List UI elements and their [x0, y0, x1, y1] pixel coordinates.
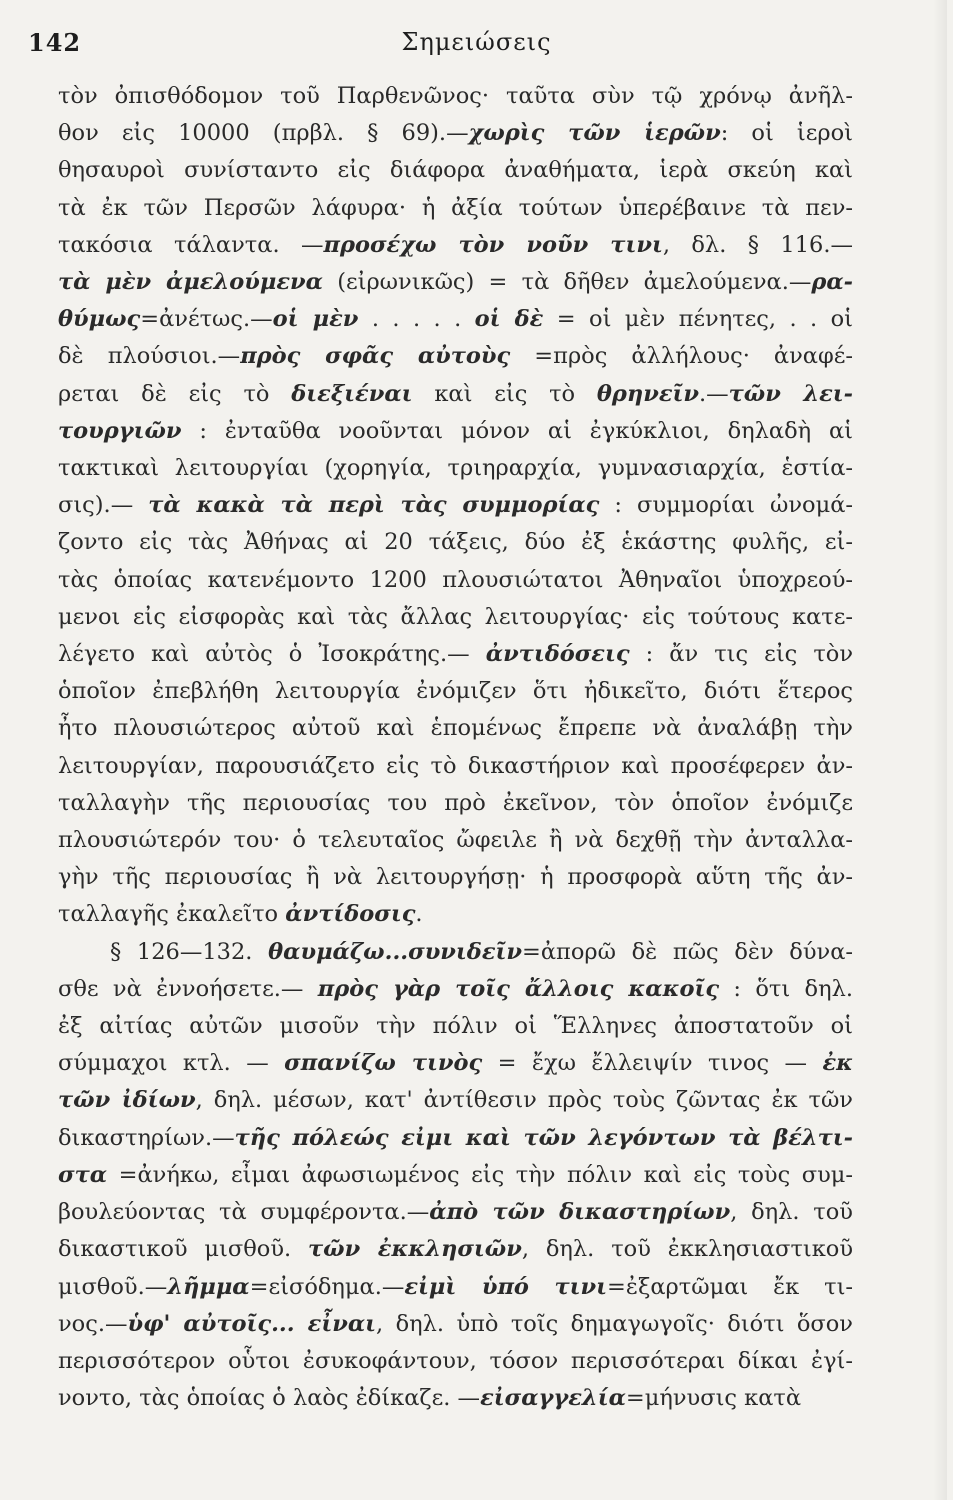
lemma-term: τῶν λει-: [728, 380, 853, 407]
gloss-text: δὲ πλούσιοι.—: [58, 343, 241, 370]
text-line: [58, 562, 853, 599]
text-line: [58, 152, 853, 189]
lemma-term: ἐκ: [822, 1050, 853, 1077]
lemma-term: οἱ μὲν: [272, 306, 359, 333]
lemma-term: εἰσαγγελία: [480, 1385, 626, 1412]
text-line: [58, 859, 853, 896]
gloss-text: : ἄν τις εἰς τὸν: [629, 641, 853, 668]
text-line: [58, 971, 853, 1008]
gloss-text: =μήνυσις κατὰ: [625, 1385, 802, 1412]
gloss-text: πλουσιώτερόν του· ὁ τελευταῖος ὤφειλε ἢ νὰ δεχθῇ τὴν ἀνταλλα-: [58, 827, 853, 854]
gloss-text: , δηλ. μέσων, κατ' ἀντίθεσιν πρὸς τοὺς ζῶντας ἐκ τῶν: [195, 1087, 853, 1114]
gloss-text: = ἔχω ἔλλειψίν τινος —: [482, 1050, 823, 1077]
lemma-term: ρα-: [811, 269, 853, 296]
gloss-text: δικαστηρίων.—: [58, 1124, 235, 1151]
gloss-text: βουλεύοντας τὰ συμφέροντα.—: [58, 1199, 430, 1226]
text-line: [58, 636, 853, 673]
text-line: [58, 1120, 853, 1157]
text-line: [58, 896, 853, 933]
gloss-text: νος.—: [58, 1310, 128, 1337]
page-edge-shadow: [933, 0, 947, 1500]
gloss-text: σύμμαχοι κτλ. —: [58, 1050, 285, 1077]
lemma-term: πρὸς σφᾶς αὐτοὺς: [240, 343, 511, 370]
gloss-text: γὴν τῆς περιουσίας ἢ νὰ λειτουργήσῃ· ἡ προσφορὰ αὕτη τῆς ἀν-: [58, 864, 853, 891]
text-line: [58, 413, 853, 450]
gloss-text: μισθοῦ.—: [58, 1273, 168, 1300]
text-line: [58, 450, 853, 487]
lemma-term: ἀντιδόσεις: [485, 641, 630, 668]
gloss-text: =ἀπορῶ δὲ πῶς δὲν δύνα-: [522, 938, 853, 965]
gloss-text: : συμμορίαι ὠνομά-: [599, 492, 853, 519]
gloss-text: σθε νὰ ἐννοήσετε.—: [58, 975, 318, 1002]
text-line: [58, 1008, 853, 1045]
gloss-text: μενοι εἰς εἰσφορὰς καὶ τὰς ἄλλας λειτουργίας· εἰς τούτους κατε-: [58, 603, 853, 630]
gloss-text: τὰς ὁποίας κατενέμοντο 1200 πλουσιώτατοι Ἀθηναῖοι ὑποχρεού-: [58, 566, 853, 593]
text-line: [58, 338, 853, 375]
page-number: 142: [28, 28, 82, 57]
lemma-term: λῆμμα: [167, 1273, 250, 1300]
lemma-term: ὑφ' αὐτοῖς... εἶναι: [127, 1310, 377, 1337]
gloss-text: τὸν ὀπισθόδομον τοῦ Παρθενῶνος· ταῦτα σὺν τῷ χρόνῳ ἀνῆλ-: [58, 83, 853, 109]
lemma-term: διεξιέναι: [291, 380, 413, 407]
text-line: [58, 1269, 853, 1306]
gloss-text: νοντο, τὰς ὁποίας ὁ λαὸς ἐδίκαζε. —: [58, 1385, 481, 1412]
text-line: [58, 1157, 853, 1194]
gloss-text: καὶ εἰς τὸ: [412, 380, 597, 407]
gloss-text: , δηλ. τοῦ ἐκκλησιαστικοῦ: [521, 1236, 853, 1263]
text-line: [58, 822, 853, 859]
gloss-text: δικαστικοῦ μισθοῦ.: [58, 1236, 309, 1263]
gloss-text: : ἐνταῦθα νοοῦνται μόνον αἱ ἐγκύκλιοι, δηλαδὴ αἱ: [181, 417, 853, 444]
gloss-text: ταλλαγῆς ἐκαλεῖτο: [58, 901, 286, 928]
lemma-term: τουργιῶν: [58, 417, 182, 444]
lemma-term: εἰμὶ ὑπό τινι: [404, 1273, 608, 1300]
text-line: [58, 227, 853, 264]
text-line: [58, 190, 853, 227]
gloss-text: τὰ ἐκ τῶν Περσῶν λάφυρα· ἡ ἀξία τούτων ὑπερέβαινε τὰ πεν-: [58, 194, 853, 221]
lemma-term: προσέχω τὸν νοῦν τινι: [323, 231, 663, 258]
gloss-text: θον εἰς 10000 (πρβλ. § 69).—: [58, 120, 469, 147]
gloss-text: =εἰσόδημα.—: [249, 1273, 405, 1300]
gloss-text: σις).—: [58, 492, 149, 519]
lemma-term: ἀπὸ τῶν δικαστηρίων: [429, 1199, 731, 1226]
lemma-term: θαυμάζω...συνιδεῖν: [268, 938, 522, 965]
gloss-text: , δηλ. ὑπὸ τοῖς δημαγωγοῖς· διότι ὅσον: [376, 1310, 853, 1337]
lemma-term: τῶν ἰδίων: [58, 1087, 196, 1114]
text-line: [58, 934, 853, 971]
lemma-term: πρὸς γὰρ τοῖς ἄλλοις κακοῖς: [317, 975, 720, 1002]
gloss-text: ρεται δὲ εἰς τὸ: [58, 380, 292, 407]
gloss-text: ὁποῖον ἐπεβλήθη λειτουργία ἐνόμιζεν ὅτι ἠδικεῖτο, διότι ἕτερος: [58, 678, 853, 705]
lemma-term: τῶν ἐκκλησιῶν: [308, 1236, 522, 1263]
text-line: [58, 710, 853, 747]
text-line: [58, 599, 853, 636]
text-line: [58, 78, 853, 115]
gloss-text: : οἱ ἱεροὶ: [720, 120, 853, 147]
text-line: [58, 1082, 853, 1119]
lemma-term: τὰ κακὰ τὰ περὶ τὰς συμμορίας: [148, 492, 600, 519]
lemma-term: ἀντίδοσις: [285, 901, 416, 928]
text-line: [58, 264, 853, 301]
text-line: [58, 1343, 853, 1380]
gloss-text: = οἱ μὲν πένητες, . . οἱ: [543, 306, 853, 333]
page-header: [0, 20, 953, 64]
text-line: [58, 1045, 853, 1082]
gloss-text: (εἰρωνικῶς) = τὰ δῆθεν ἀμελούμενα.—: [322, 269, 812, 296]
gloss-text: λειτουργίαν, παρουσιάζετο εἰς τὸ δικαστήριον καὶ προσέφερεν ἀν-: [58, 752, 853, 779]
gloss-text: λέγετο καὶ αὐτὸς ὁ Ἰσοκράτης.—: [58, 641, 486, 668]
gloss-text: ἐξ αἰτίας αὐτῶν μισοῦν τὴν πόλιν οἱ Ἕλληνες ἀποστατοῦν οἱ: [58, 1013, 853, 1040]
gloss-text: .—: [699, 380, 729, 407]
gloss-text: =ἐξαρτῶμαι ἔκ τι-: [607, 1273, 853, 1300]
gloss-text: τακτικαὶ λειτουργίαι (χορηγία, τριηραρχία, γυμνασιαρχία, ἑστία-: [58, 455, 853, 482]
gloss-text: : ὅτι δηλ.: [719, 975, 853, 1002]
gloss-text: =ἀνέτως.—: [140, 306, 273, 333]
text-line: [58, 1306, 853, 1343]
gloss-text: § 126—132.: [110, 938, 269, 965]
text-line: [58, 524, 853, 561]
gloss-text: . . . . .: [358, 306, 475, 333]
gloss-text: θησαυροὶ συνίσταντο εἰς διάφορα ἀναθήματα, ἱερὰ σκεύη καὶ: [58, 157, 853, 184]
gloss-text: .: [415, 901, 423, 928]
text-line: [58, 785, 853, 822]
lemma-term: σπανίζω τινὸς: [284, 1050, 483, 1077]
text-line: [58, 376, 853, 413]
gloss-text: =πρὸς ἀλλήλους· ἀναφέ-: [510, 343, 853, 370]
text-line: [58, 1380, 853, 1417]
text-line: [58, 115, 853, 152]
gloss-text: =ἀνήκω, εἶμαι ἀφωσιωμένος εἰς τὴν πόλιν καὶ εἰς τοὺς συμ-: [107, 1161, 853, 1188]
text-line: [58, 748, 853, 785]
lemma-term: τῆς πόλεώς εἰμι καὶ τῶν λεγόντων τὰ βέλτι-: [234, 1124, 853, 1151]
text-line: [58, 673, 853, 710]
gloss-text: ἦτο πλουσιώτερος αὐτοῦ καὶ ἑπομένως ἔπρεπε νὰ ἀναλάβῃ τὴν: [58, 715, 853, 742]
gloss-text: , δηλ. τοῦ: [730, 1199, 853, 1226]
gloss-text: περισσότερον οὗτοι ἐσυκοφάντουν, τόσον περισσότεραι δίκαι ἐγί-: [58, 1347, 853, 1374]
lemma-term: χωρὶς τῶν ἱερῶν: [468, 120, 721, 147]
lemma-term: οἱ δὲ: [474, 306, 544, 333]
lemma-term: θύμως: [58, 306, 141, 333]
lemma-term: στα: [58, 1161, 108, 1188]
lemma-term: τὰ μὲν ἀμελούμενα: [58, 269, 323, 296]
gloss-text: ταλλαγὴν τῆς περιουσίας του πρὸ ἐκεῖνον, τὸν ὁποῖον ἐνόμιζε: [58, 789, 853, 816]
text-line: [58, 1231, 853, 1268]
gloss-text: , δλ. § 116.—: [662, 231, 853, 258]
running-head: Σημειώσεις: [401, 28, 552, 56]
gloss-text: τακόσια τάλαντα. —: [58, 231, 324, 258]
text-line: [58, 1194, 853, 1231]
text-line: [58, 301, 853, 338]
lemma-term: θρηνεῖν: [596, 380, 700, 407]
notes-body: [58, 78, 853, 1417]
text-line: [58, 487, 853, 524]
gloss-text: ζοντο εἰς τὰς Ἀθήνας αἱ 20 τάξεις, δύο ἐξ ἑκάστης φυλῆς, εἰ-: [58, 529, 853, 556]
